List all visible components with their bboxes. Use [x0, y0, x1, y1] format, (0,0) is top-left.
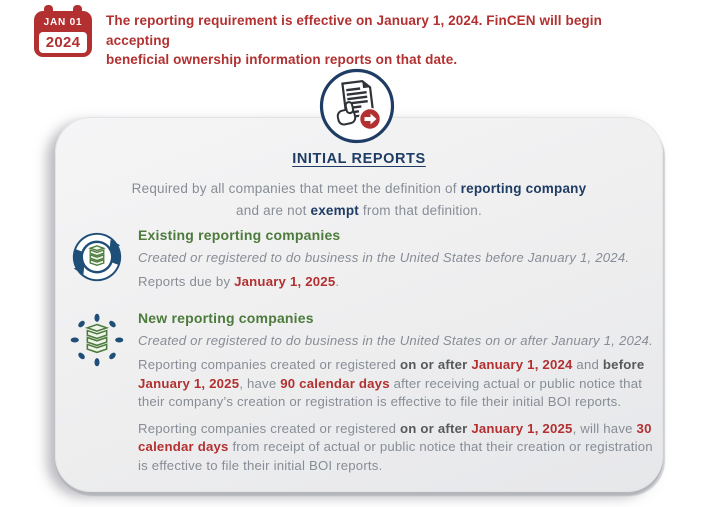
due-run: Reports due by	[138, 274, 235, 289]
para-run-bold: on or after	[400, 420, 472, 436]
existing-due-line	[138, 273, 658, 292]
exempt-term: exempt	[310, 203, 359, 218]
intro-run: Required by all companies that meet the definition of	[131, 181, 461, 196]
existing-companies-description: Created or registered to do business in the United States before January 1, 2024.	[138, 250, 630, 265]
banner-line2: beneficial ownership information reports on that date.	[106, 52, 458, 67]
building-rays-icon	[68, 312, 126, 368]
document-report-icon	[318, 67, 396, 145]
para-run: from receipt of actual or public notice that their creation or registration is effective to file their initial BOI reports.	[138, 439, 653, 473]
new-companies-description: Created or registered to do business in the United States on or after January 1, 2024.	[138, 333, 653, 348]
initial-reports-card	[55, 117, 663, 492]
calendar-body	[34, 11, 92, 57]
effective-date-banner	[106, 11, 666, 70]
reporting-company-term: reporting company	[460, 181, 587, 196]
banner-line1: The reporting requirement is effective on January 1, 2024. FinCEN will begin accepting	[106, 13, 602, 48]
due-date: January 1, 2025	[234, 274, 336, 289]
existing-companies-heading: Existing reporting companies	[138, 227, 341, 243]
new-companies-section	[138, 310, 658, 475]
para-run-bold: before	[602, 357, 645, 372]
para-run-bold: on or after	[400, 357, 472, 372]
new-companies-heading: New reporting companies	[138, 310, 314, 326]
para-run: , will have	[572, 420, 637, 436]
para-run: Reporting companies created or registered	[138, 357, 401, 372]
para-date: January 1, 2025	[471, 420, 573, 436]
calendar-icon	[33, 2, 95, 60]
intro-run: from that definition.	[358, 203, 482, 218]
due-run: .	[335, 274, 340, 289]
intro-run: and are not	[236, 203, 311, 218]
para-run: after receiving actual or public notice that their company’s creation or registration is effective to file their initial BOI reports.	[138, 375, 643, 409]
existing-companies-section	[138, 227, 658, 292]
para-run: Reporting companies created or registered	[138, 420, 401, 436]
rule-30-days-paragraph	[138, 420, 658, 476]
para-date: January 1, 2024	[471, 357, 573, 372]
calendar-year: 2024	[39, 32, 87, 53]
para-run: , have	[239, 375, 281, 391]
rule-90-days-paragraph	[138, 356, 658, 412]
sync-building-icon	[68, 229, 126, 285]
para-date: January 1, 2025	[138, 375, 240, 391]
para-deadline: 90 calendar days	[280, 375, 390, 391]
para-deadline: 30 calendar days	[138, 420, 652, 454]
calendar-month-day: JAN 01	[43, 17, 83, 28]
intro-text	[56, 178, 662, 222]
para-run: and	[572, 357, 603, 372]
initial-reports-title: INITIAL REPORTS	[292, 151, 426, 167]
